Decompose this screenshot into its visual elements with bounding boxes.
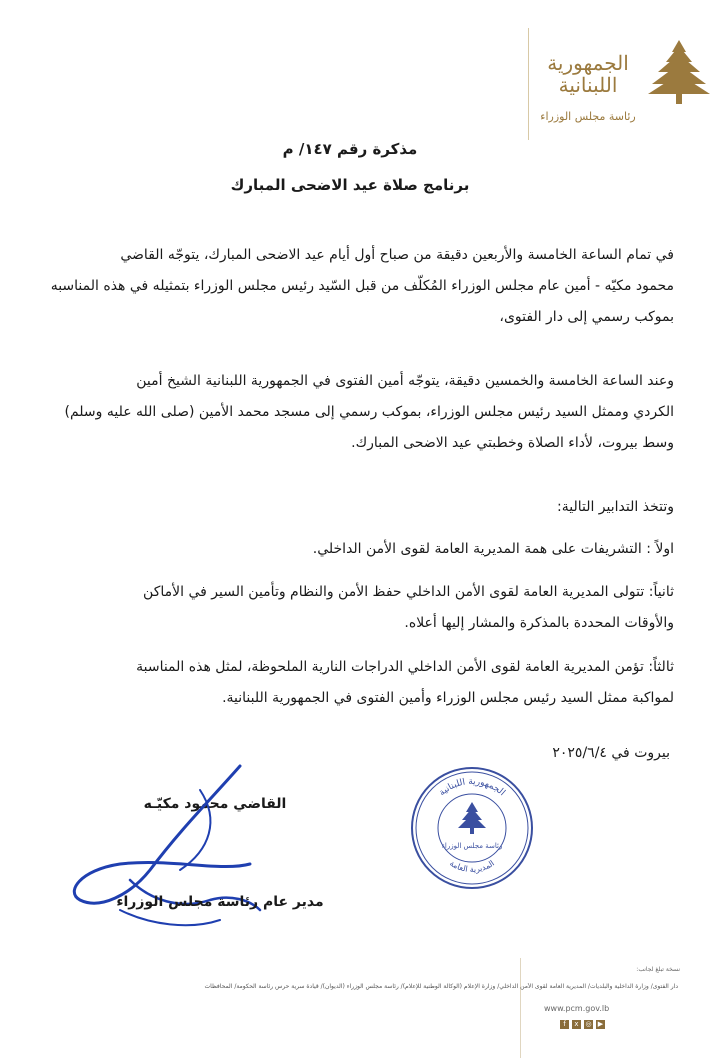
paragraph-line: ثانياً: تتولى المديرية العامة لقوى الأمن الداخلي حفظ الأمن والنظام وتأمين السير في الأماكن (143, 584, 674, 600)
measure-third (48, 652, 674, 714)
memo-title: برنامج صلاة عيد الاضحى المبارك (230, 176, 470, 194)
paragraph-line: ثالثاً: تؤمن المديرية العامة لقوى الأمن الداخلي الدراجات النارية الملحوظة، لمثل هذه المناسبة (136, 659, 674, 675)
copy-recipients: دار الفتوى/ وزارة الداخلية والبلديات/ المديرية العامة لقوى الأمن الداخلي/ وزارة الإعلام (الوكالة الوطنية للإعلام)/ رئاسة مجلس الوزراء (الديوان)/ قيادة سرية حرس رئاسة الحكومة/ المحافظات (204, 983, 678, 990)
copy-to-label: نسخة تبلغ لجانب: (636, 966, 680, 973)
official-stamp (408, 764, 536, 892)
paragraph-line: الكردي وممثل السيد رئيس مجلس الوزراء، بموكب رسمي إلى مسجد محمد الأمين (صلى الله عليه وسلم) (64, 404, 674, 420)
website-link[interactable]: www.pcm.gov.lb (544, 1004, 610, 1013)
social-icons (560, 1020, 605, 1029)
seal-subtitle: رئاسة مجلس الوزراء (540, 110, 636, 123)
stamp-outer-text: الجمهورية اللبنانية (437, 776, 507, 799)
facebook-icon[interactable]: f (560, 1020, 569, 1029)
stamp-cedar-icon (458, 802, 486, 834)
stamp-inner-text: رئاسة مجلس الوزراء (441, 842, 503, 850)
svg-text:المديرية العامة (448, 859, 496, 874)
header-logo (528, 30, 714, 140)
measures-intro (48, 492, 674, 523)
seal-line-2: اللبنانية (558, 73, 618, 97)
republic-seal-text (538, 52, 638, 96)
handwritten-signature (60, 760, 280, 940)
measure-first (48, 534, 674, 565)
svg-text:الجمهورية اللبنانية (437, 777, 506, 798)
instagram-icon[interactable]: ◎ (585, 1020, 592, 1028)
paragraph-2 (48, 366, 674, 459)
place-date: بيروت في ٢٠٢٥/٦/٤ (552, 745, 670, 761)
measure-second (48, 577, 674, 639)
x-icon[interactable]: x (572, 1020, 581, 1029)
cedar-icon (646, 38, 712, 106)
memo-number: مذكرة رقم ١٤٧/ م (282, 140, 418, 158)
measure-first-text: اولاً : التشريفات على همة المديرية العامة لقوى الأمن الداخلي. (312, 541, 674, 557)
footer-divider (520, 958, 521, 1058)
paragraph-line: وعند الساعة الخامسة والخمسين دقيقة، يتوجّه أمين الفتوى في الجمهورية اللبنانية الشيخ أمين (136, 373, 674, 389)
judge-name: القاضي محمود مكيّـه (143, 796, 287, 812)
paragraph-line: بموكب رسمي إلى دار الفتوى، (499, 309, 674, 325)
paragraph-line: وسط بيروت، لأداء الصلاة وخطبتي عيد الاضحى المبارك. (351, 435, 674, 451)
paragraph-line: في تمام الساعة الخامسة والأربعين دقيقة من صباح أول أيام عيد الاضحى المبارك، يتوجّه القاضي (120, 247, 674, 263)
seal-line-1: الجمهورية (547, 51, 629, 75)
paragraph-line: لمواكبة ممثل السيد رئيس مجلس الوزراء وأمين الفتوى في الجمهورية اللبنانية. (222, 690, 674, 706)
paragraph-line: والأوقات المحددة بالمذكرة والمشار إليها أعلاه. (404, 615, 674, 631)
paragraph-1 (48, 240, 674, 333)
youtube-icon[interactable]: ▶ (597, 1020, 604, 1028)
judge-title: مدير عام رئاسة مجلس الوزراء (116, 894, 324, 910)
paragraph-line: محمود مكيّه - أمين عام مجلس الوزراء المُكلّف من قبل السّيد رئيس مجلس الوزراء بتمثيله في هذه المناسبه (50, 278, 674, 294)
stamp-bottom-text: المديرية العامة (448, 858, 496, 875)
measures-intro-text: وتتخذ التدابير التالية: (557, 499, 674, 515)
